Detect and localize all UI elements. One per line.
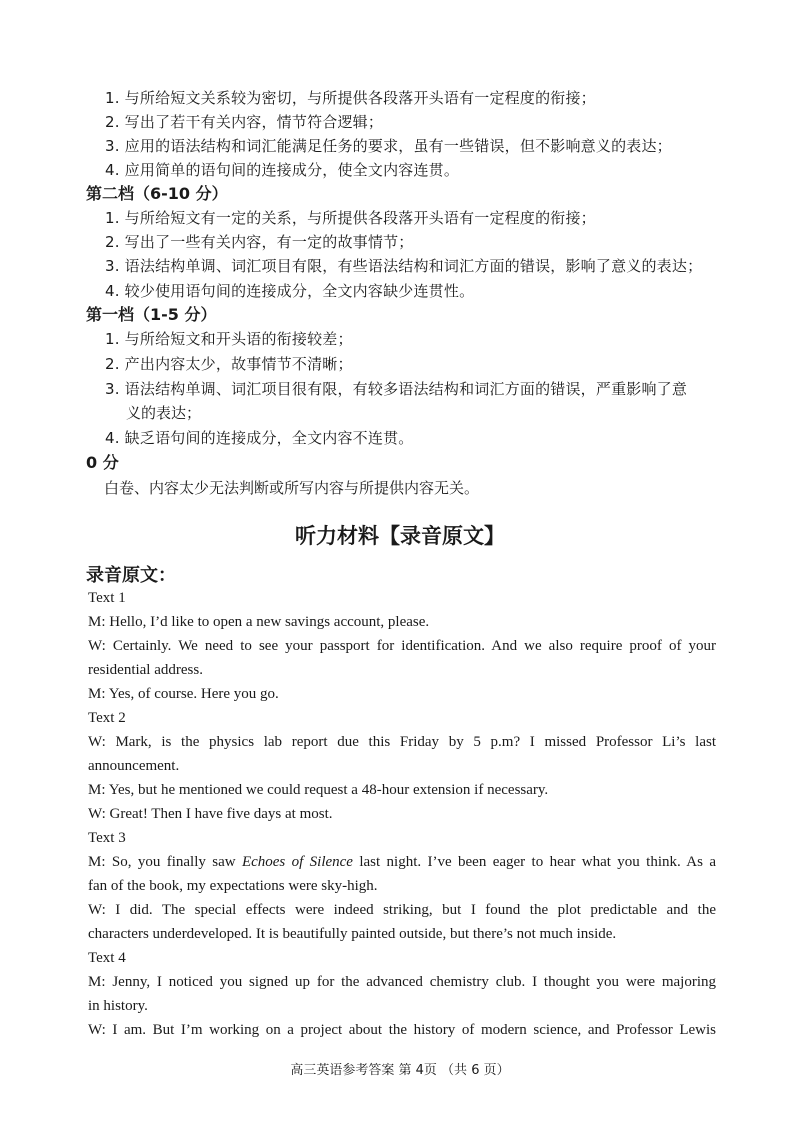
page-footer: 高三英语参考答案 第 4页 （共 6 页） bbox=[290, 1063, 510, 1078]
text4-line-w1: W: I am. But I’m working on a project about the history of modern science, and Professor Lewis bbox=[88, 1022, 716, 1038]
band2-item-3: 3. 语法结构单调、词汇项目有限，有些语法结构和词汇方面的错误，影响了意义的表达； bbox=[105, 257, 703, 275]
band2-title: 第二档（6-10 分） bbox=[86, 184, 228, 203]
text1-line-m2: M: Yes, of course. Here you go. bbox=[88, 686, 279, 702]
text3-line-m1 bbox=[88, 852, 716, 872]
band2-item-1: 1. 与所给短文有一定的关系，与所提供各段落开头语有一定程度的衔接； bbox=[105, 209, 596, 227]
band1-item-3: 3. 语法结构单调、词汇项目很有限，有较多语法结构和词汇方面的错误，严重影响了意 bbox=[105, 380, 688, 398]
text4-label: Text 4 bbox=[88, 950, 126, 966]
band1-item-2: 2. 产出内容太少，故事情节不清晰； bbox=[105, 355, 353, 373]
band3-item-4: 4. 应用简单的语句间的连接成分，使全文内容连贯。 bbox=[105, 161, 460, 179]
text4-line-m1-continued: in history. bbox=[88, 998, 148, 1014]
band0-note: 白卷、内容太少无法判断或所写内容与所提供内容无关。 bbox=[104, 479, 480, 497]
band1-item-3-continued: 义的表达； bbox=[126, 404, 202, 422]
text1-line-w1: W: Certainly. We need to see your passport for identification. And we also require proof of your bbox=[88, 638, 716, 654]
text4-line-m1: M: Jenny, I noticed you signed up for the advanced chemistry club. I thought you were majoring bbox=[88, 974, 716, 990]
band3-item-3: 3. 应用的语法结构和词汇能满足任务的要求，虽有一些错误，但不影响意义的表达； bbox=[105, 137, 672, 155]
text2-label: Text 2 bbox=[88, 710, 126, 726]
transcript-subtitle: 录音原文： bbox=[86, 565, 176, 586]
section-title: 听力材料【录音原文】 bbox=[295, 524, 505, 548]
band3-item-1: 1. 与所给短文关系较为密切，与所提供各段落开头语有一定程度的衔接； bbox=[105, 89, 596, 107]
text3-line-w1-continued: characters underdeveloped. It is beautifully painted outside, but there’s not much inside. bbox=[88, 926, 617, 942]
text3-m1-prefix: M: So, you finally saw bbox=[88, 854, 242, 870]
text3-m1-suffix: last night. I’ve been eager to hear what you think. As a bbox=[352, 854, 716, 870]
band0-title: 0 分 bbox=[86, 453, 119, 472]
band1-title: 第一档（1-5 分） bbox=[86, 305, 217, 324]
band1-item-4: 4. 缺乏语句间的连接成分，全文内容不连贯。 bbox=[105, 429, 414, 447]
text3-line-m1-continued: fan of the book, my expectations were sky-high. bbox=[88, 878, 378, 894]
text1-line-m1: M: Hello, I’d like to open a new savings account, please. bbox=[88, 614, 430, 630]
band2-item-4: 4. 较少使用语句间的连接成分，全文内容缺少连贯性。 bbox=[105, 282, 475, 300]
text2-line-m1: M: Yes, but he mentioned we could request a 48-hour extension if necessary. bbox=[88, 782, 549, 798]
text1-line-w1-continued: residential address. bbox=[88, 662, 203, 678]
text3-line-w1: W: I did. The special effects were indeed striking, but I found the plot predictable and the bbox=[88, 902, 716, 918]
text2-line-w2: W: Great! Then I have five days at most. bbox=[88, 806, 333, 822]
band2-item-2: 2. 写出了一些有关内容，有一定的故事情节； bbox=[105, 233, 414, 251]
text2-line-w1: W: Mark, is the physics lab report due this Friday by 5 p.m? I missed Professor Li’s last bbox=[88, 734, 716, 750]
text3-label: Text 3 bbox=[88, 830, 126, 846]
text1-label: Text 1 bbox=[88, 590, 126, 606]
text2-line-w1-continued: announcement. bbox=[88, 758, 180, 774]
band3-item-2: 2. 写出了若干有关内容，情节符合逻辑； bbox=[105, 113, 384, 131]
film-title: Echoes of Silence bbox=[241, 854, 353, 870]
band1-item-1: 1. 与所给短文和开头语的衔接较差； bbox=[105, 330, 353, 348]
